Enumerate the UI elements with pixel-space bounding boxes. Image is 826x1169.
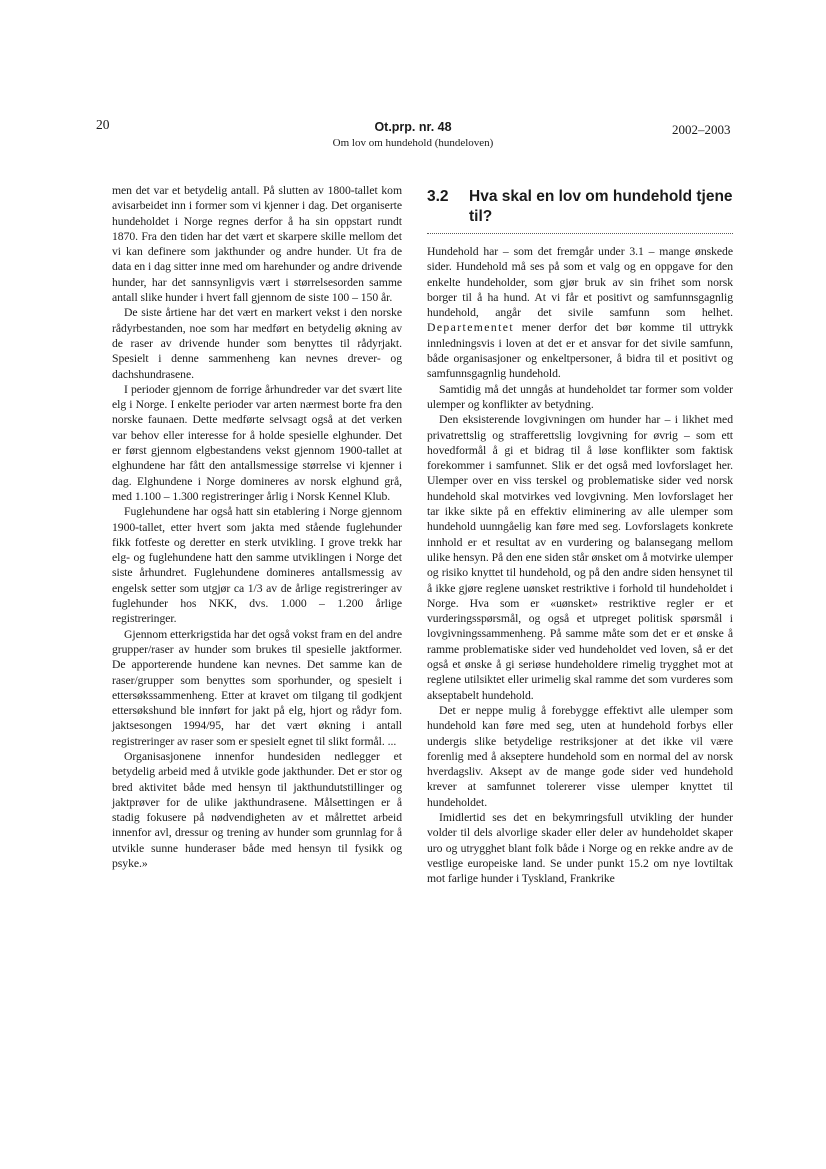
section-number: 3.2	[427, 188, 449, 205]
left-column	[112, 183, 402, 871]
section-divider	[427, 233, 733, 234]
document-subtitle: Om lov om hundehold (hundeloven)	[332, 137, 494, 149]
document-title: Ot.prp. nr. 48	[374, 120, 452, 134]
paragraph	[427, 244, 733, 382]
paragraph: Den eksisterende lovgivningen om hunder har – i likhet med privatrettslig og strafferettslig lovgivning for øvrig – som ett hovedformål å gi et bidrag til å løse konflikter som faktisk forekommer i samfunnet. Slik er det også med lovforslaget her. Ulemper over en viss terskel og problematiske sider ved norsk hundehold skal motvirkes ved lovgivning. Men lovforslaget her tar ikke sikte på en effektiv eliminering av alle ulemper som hundehold uunngåelig kan føre med seg. Lovforslagets konkrete innhold er et resultat av en vurdering og balansegang mellom ulike hensyn. På den ene siden står ønsket om å motvirke ulemper og risiko knyttet til hundehold, og på den andre siden hensynet til å ikke gjøre reglene uønsket restriktive i forhold til hundeholdet i Norge. Hva som er «uønsket» restriktive regler er et vurderingsspørsmål, og også et utpreget politisk spørsmål i lovgivningssammenheng. På samme måte som det er et ønske å ramme problematiske sider ved hundeholdet ved loven, så er det også et ønske å gi seriøse hundeholdere rimelig trygghet mot at reglene utilsiktet eller urimelig skal ramme det som vurderes som akseptabelt hundehold.	[427, 413, 733, 702]
section-title: Hva skal en lov om hundehold tjene til?	[469, 188, 733, 225]
paragraph-text: mener derfor det bør komme til uttrykk innledningsvis i loven at det er et ansvar for det sivile samfunn, både organisasjoner og enkeltpersoner, å bidra til et positivt og samfunnsgagnlig hundehold.	[427, 321, 733, 381]
paragraph: Imidlertid ses det en bekymringsfull utvikling der hunder volder til dels alvorlige skader eller deler av hundeholdet skaper uro og utrygghet blant folk både i Norge og en rekke andre av de vestlige europeiske land. Se under punkt 15.2 om nye lovtiltak mot farlige hunder i Tyskland, Frankrike	[427, 810, 733, 886]
paragraph: Samtidig må det unngås at hundeholdet tar former som volder ulemper og konflikter av betydning.	[427, 382, 733, 411]
paragraph: men det var et betydelig antall. På slutten av 1800-tallet kom avisarbeidet inn i former som vi kjenner i dag. Det organiserte hundeholdet i Norge regnes derfor å ha sin oppstart rundt 1870. Fra den tiden har det vært et skarpere skille mellom det vi kan definere som jakthunder og andre hunder. Ut fra de data en i dag sitter inne med om harehunder og andre drivende hunder, har det sannsynligvis vært i størrelsesorden samme antall slike hunder i hvert fall gjennom de siste 100 – 150 år.	[112, 184, 402, 305]
emphasized-word: Departementet	[427, 321, 514, 335]
paragraph-text: Hundehold har – som det fremgår under 3.1 – mange ønskede sider. Hundehold må ses på som et valg og en oppgave for den enkelte hundeholder, som gjør bruk av sin frihet som norsk borger til å ha hund. At vi får et positivt og samfunnsgagnlig hundehold, angår det sivile samfunn som helhet.	[427, 245, 733, 320]
section-heading	[427, 187, 733, 227]
right-column	[427, 183, 733, 886]
paragraph: Det er neppe mulig å forebygge effektivt alle ulemper som hundehold kan føre med seg, uten at hundehold forbys eller undergis slike betydelige restriksjoner at det ikke vil være forenlig med å akseptere hundehold som en normal del av norsk hverdagsliv. Aksept av de mange gode sider ved hundehold krever at samfunnet tolererer visse ulemper knyttet til hundeholdet.	[427, 703, 733, 809]
paragraph: De siste årtiene har det vært en markert vekst i den norske rådyrbestanden, noe som har medført en betydelig økning av de raser av drivende hunder som benyttes til rådyrjakt. Spesielt i denne sammenheng kan nevnes drever- og dachshundrasene.	[112, 306, 402, 381]
page-number: 20	[96, 117, 110, 132]
paragraph: Fuglehundene har også hatt sin etablering i Norge gjennom 1900-tallet, etter hvert som jakta med stående fuglehunder fikk fotfeste og deretter en sterk utvikling. I grove trekk har elg- og fuglehundene hatt den samme utviklingen i Norge det siste århundret. Fuglehundene domineres antallsmessig av engelsk setter som utgjør ca 1/3 av de årlige registreringer av fuglehunder hos NKK, dvs. 1.000 – 1.200 årlige registreringer.	[112, 505, 402, 626]
paragraph: Organisasjonene innenfor hundesiden nedlegger et betydelig arbeid med å utvikle gode jakthunder. Det er stor og bred aktivitet både med hensyn til jakthundutstillinger og jaktprøver for de ulike jakthundrasene. Målsettingen er å stadig fokusere på nødvendigheten av et målrettet arbeid innenfor avl, dressur og trening av hunder som grunnlag for å utvikle sunne hunderaser både med hensyn til fysikk og psyke.»	[112, 749, 402, 871]
paragraph: I perioder gjennom de forrige århundreder var det svært lite elg i Norge. I enkelte perioder var arten nærmest borte fra den norske faunaen. Dette medførte selvsagt også at det verken var behov eller interesse for å holde spesielle elghunder. Det er først gjennom elgbestandens vekst gjennom 1900-tallet at elghundene har fått den antallsmessige størrelse vi kjenner i dag. Elghundene i Norge domineres av norsk elghund grå, med 1.100 – 1.300 registreringer årlig i Norsk Kennel Klub.	[112, 382, 402, 503]
document-year: 2002–2003	[672, 122, 731, 137]
paragraph: Gjennom etterkrigstida har det også vokst fram en del andre grupper/raser av hunder som brukes til spesielle jaktformer. De apporterende hundene kan nevnes. Det samme kan de raser/grupper som benyttes som sporhunder, og spesielt i ettersøkssammenheng. Etter at kravet om tilgang til godkjent ettersøkshund ble innført for jakt på elg, hjort og rådyr fom. jaktsesongen 1994/95, har det vært økning i antall registreringer av raser som er spesielt egnet til slikt formål. ...	[112, 627, 402, 748]
